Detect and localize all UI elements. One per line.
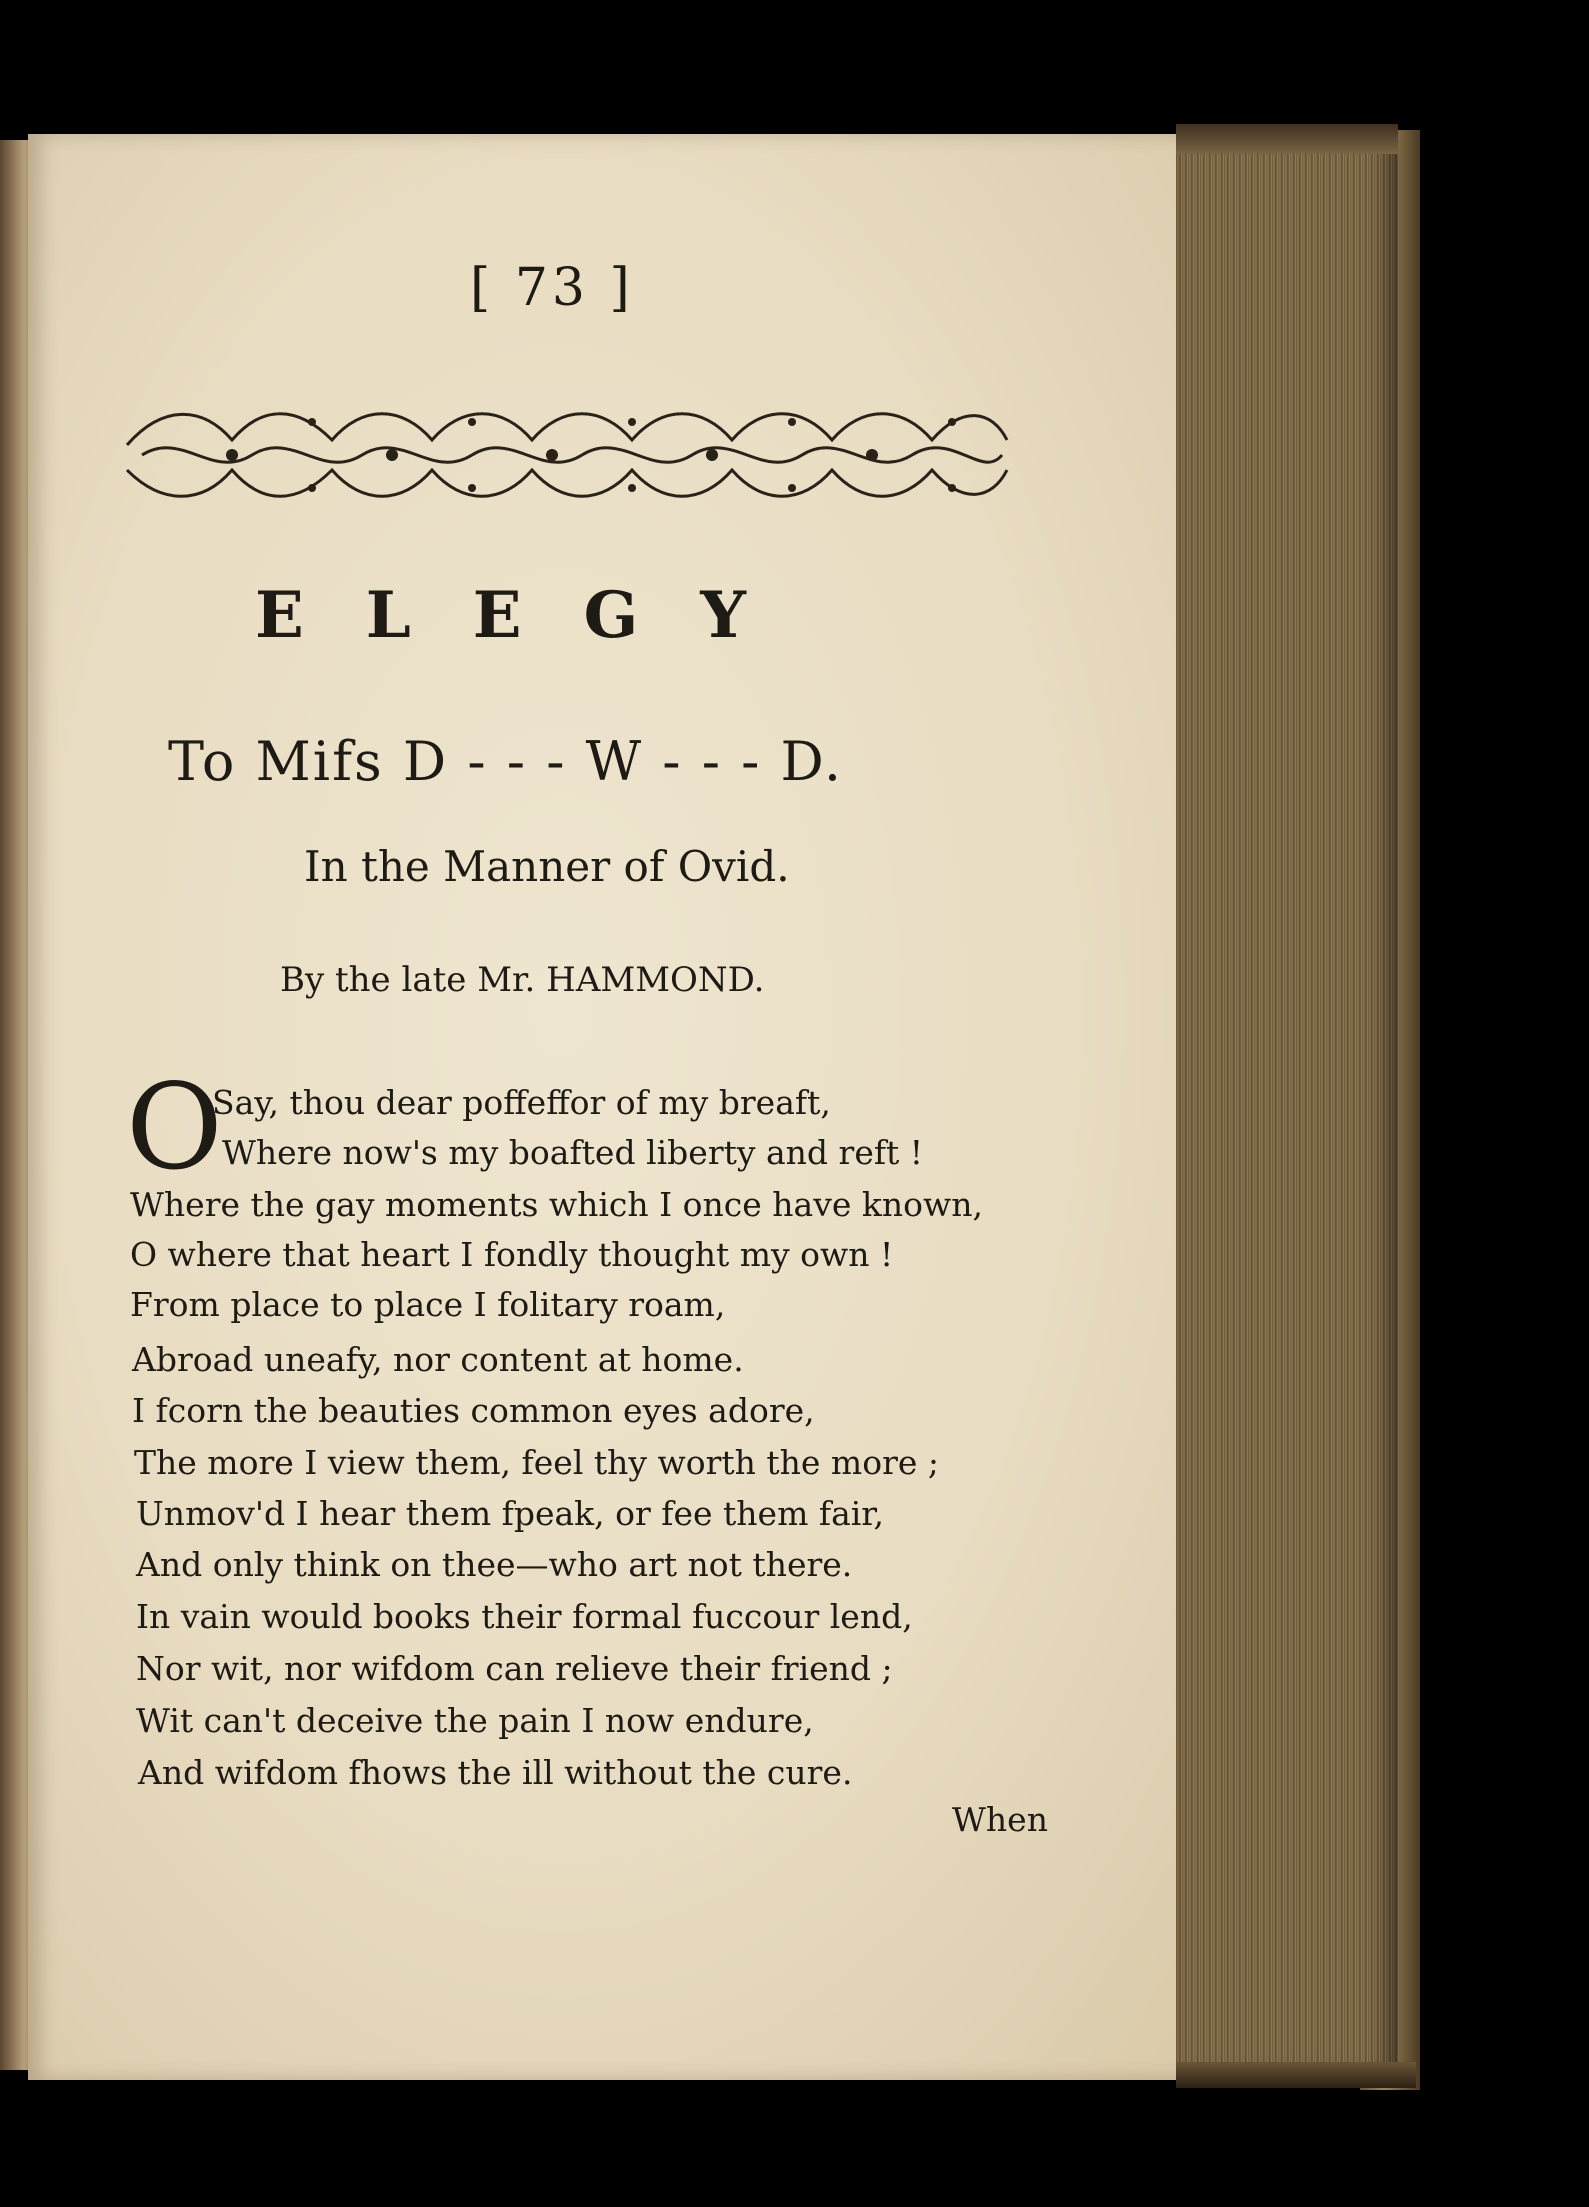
poem-line: And wifdom fhows the ill without the cure. <box>138 1753 853 1792</box>
page-block-bottom <box>1176 2062 1416 2088</box>
poem-line: Abroad uneafy, nor content at home. <box>132 1340 744 1379</box>
poem-title: ELEGY <box>255 578 808 653</box>
poem-line: Wit can't deceive the pain I now endure, <box>136 1701 814 1740</box>
catchword: When <box>952 1800 1048 1839</box>
page-block-edge <box>1176 128 1398 2078</box>
poem-line: And only think on thee—who art not there. <box>136 1545 853 1584</box>
poem-line: From place to place I folitary roam, <box>130 1285 726 1324</box>
author-byline: By the late Mr. HAMMOND. <box>280 960 765 1000</box>
poem-line: Nor wit, nor wifdom can relieve their friend ; <box>136 1649 893 1688</box>
decorative-ornament-band <box>122 400 1012 510</box>
poem-line: O where that heart I fondly thought my own ! <box>130 1235 894 1274</box>
page-block-top <box>1176 124 1398 154</box>
poem-line: The more I view them, feel thy worth the more ; <box>134 1443 940 1482</box>
poem-line: Unmov'd I hear them fpeak, or fee them fair, <box>136 1494 884 1533</box>
subtitle-line: In the Manner of Ovid. <box>304 842 790 891</box>
poem-line: Say, thou dear poffeffor of my breaft, <box>212 1083 831 1122</box>
dedication-line: To Mifs D - - - W - - - D. <box>168 730 844 793</box>
poem-line: Where now's my boafted liberty and reft ! <box>222 1133 924 1172</box>
poem-line: In vain would books their formal fuccour lend, <box>136 1597 913 1636</box>
poem-line: Where the gay moments which I once have known, <box>130 1185 984 1224</box>
drop-cap: O <box>126 1058 223 1196</box>
poem-line: I fcorn the beauties common eyes adore, <box>132 1391 815 1430</box>
page-number: [ 73 ] <box>470 258 634 318</box>
